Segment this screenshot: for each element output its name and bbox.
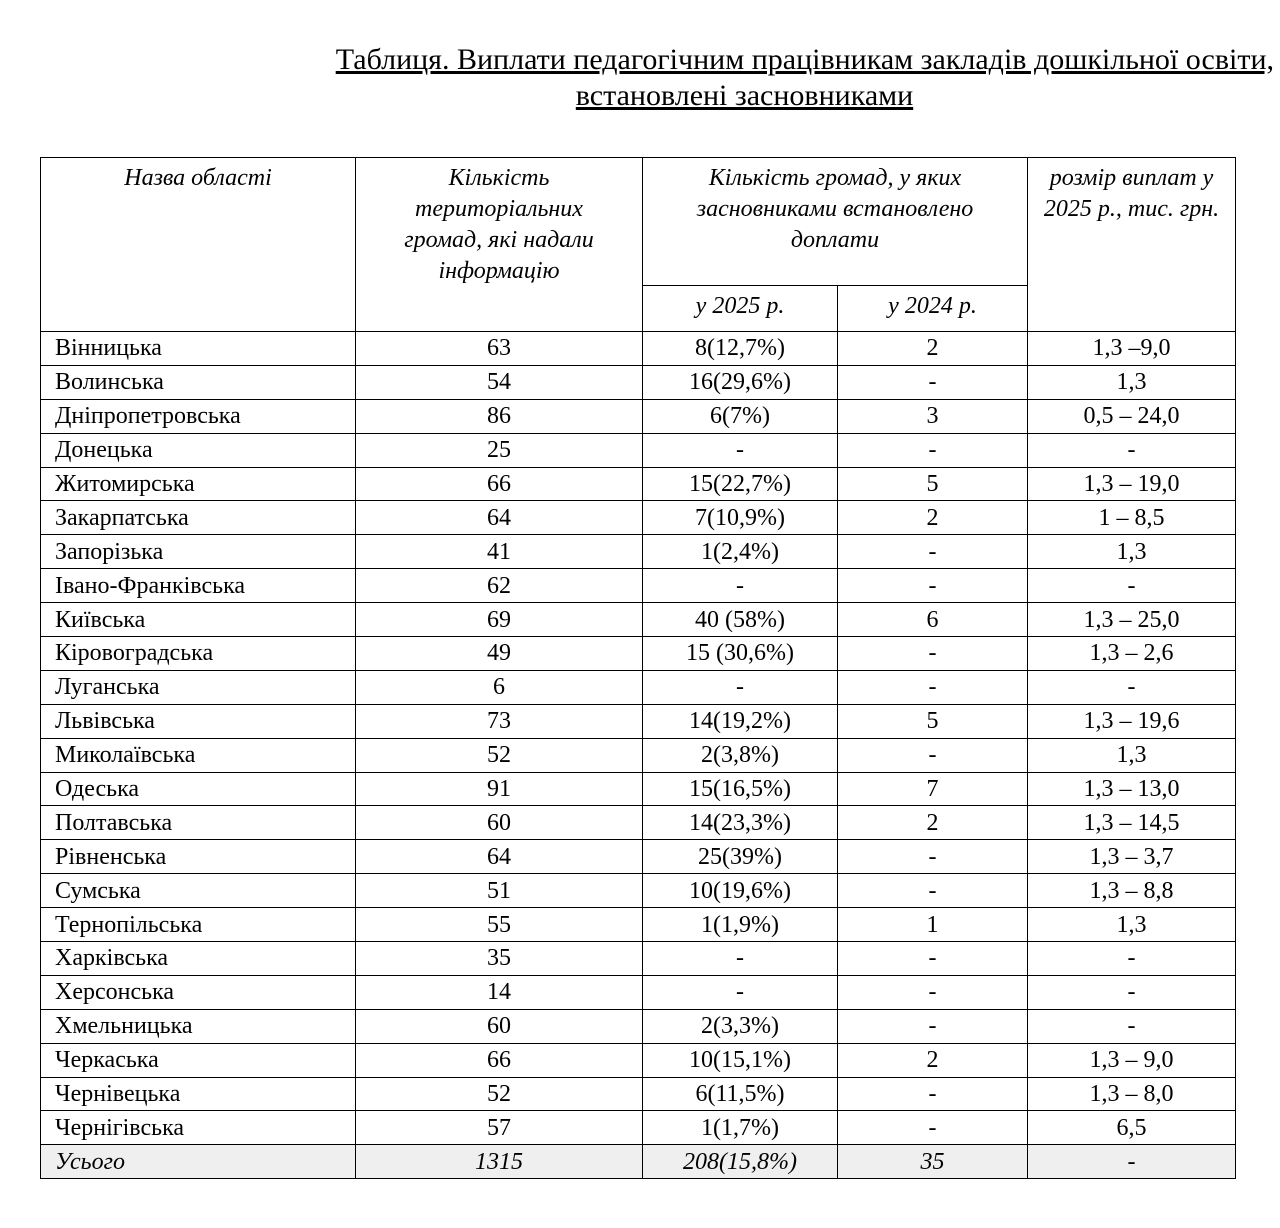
header-year-2024: у 2024 р.	[838, 286, 1028, 332]
cell-payments-2025: 1(2,4%)	[643, 535, 838, 569]
cell-payments-2024: -	[838, 670, 1028, 704]
cell-region: Івано-Франківська	[41, 569, 356, 603]
cell-payments-2024: 2	[838, 1043, 1028, 1077]
cell-region: Миколаївська	[41, 738, 356, 772]
cell-payments-2024: 1	[838, 908, 1028, 942]
cell-communities-count: 62	[356, 569, 643, 603]
cell-region: Сумська	[41, 874, 356, 908]
table-row	[41, 1009, 1236, 1043]
cell-amount: 1,3 –9,0	[1028, 332, 1236, 366]
cell-communities-count: 66	[356, 1043, 643, 1077]
cell-payments-2024: -	[838, 1077, 1028, 1111]
cell-payments-2025: 10(19,6%)	[643, 874, 838, 908]
total-count: 1315	[356, 1145, 643, 1179]
cell-payments-2024: 3	[838, 399, 1028, 433]
cell-amount: 1,3 – 8,8	[1028, 874, 1236, 908]
cell-region: Чернівецька	[41, 1077, 356, 1111]
cell-communities-count: 52	[356, 738, 643, 772]
table-row	[41, 772, 1236, 806]
cell-amount: -	[1028, 433, 1236, 467]
table-row	[41, 433, 1236, 467]
table-row	[41, 603, 1236, 637]
table-row	[41, 1077, 1236, 1111]
table-row	[41, 670, 1236, 704]
cell-amount: 1,3 – 3,7	[1028, 840, 1236, 874]
cell-region: Донецька	[41, 433, 356, 467]
cell-region: Черкаська	[41, 1043, 356, 1077]
table-row	[41, 501, 1236, 535]
cell-payments-2024: -	[838, 433, 1028, 467]
cell-amount: -	[1028, 942, 1236, 976]
cell-region: Житомирська	[41, 467, 356, 501]
cell-amount: -	[1028, 975, 1236, 1009]
cell-payments-2024: -	[838, 365, 1028, 399]
header-amount: розмір виплат у 2025 р., тис. грн.	[1028, 158, 1236, 332]
table-row	[41, 365, 1236, 399]
total-label: Усього	[41, 1145, 356, 1179]
cell-communities-count: 63	[356, 332, 643, 366]
cell-communities-count: 49	[356, 637, 643, 671]
cell-payments-2024: -	[838, 569, 1028, 603]
cell-payments-2025: -	[643, 569, 838, 603]
cell-communities-count: 69	[356, 603, 643, 637]
cell-amount: 1,3 – 19,0	[1028, 467, 1236, 501]
cell-region: Харківська	[41, 942, 356, 976]
cell-region: Волинська	[41, 365, 356, 399]
cell-region: Луганська	[41, 670, 356, 704]
cell-payments-2025: 2(3,3%)	[643, 1009, 838, 1043]
cell-payments-2024: -	[838, 738, 1028, 772]
cell-amount: 0,5 – 24,0	[1028, 399, 1236, 433]
cell-amount: 1,3 – 2,6	[1028, 637, 1236, 671]
cell-payments-2025: 7(10,9%)	[643, 501, 838, 535]
cell-communities-count: 6	[356, 670, 643, 704]
cell-payments-2024: 7	[838, 772, 1028, 806]
cell-region: Полтавська	[41, 806, 356, 840]
table-row	[41, 975, 1236, 1009]
cell-region: Одеська	[41, 772, 356, 806]
cell-region: Хмельницька	[41, 1009, 356, 1043]
cell-communities-count: 64	[356, 840, 643, 874]
cell-payments-2025: 6(7%)	[643, 399, 838, 433]
cell-amount: -	[1028, 569, 1236, 603]
cell-amount: -	[1028, 670, 1236, 704]
cell-communities-count: 73	[356, 704, 643, 738]
header-communities: Кількість територіальних громад, які надали інформацію	[356, 158, 643, 332]
cell-payments-2025: 16(29,6%)	[643, 365, 838, 399]
payments-table	[40, 157, 1236, 1179]
cell-communities-count: 91	[356, 772, 643, 806]
title-line-1: Таблиця. Виплати педагогічним працівникам закладів дошкільної освіти,	[335, 43, 1274, 76]
table-row	[41, 637, 1236, 671]
cell-payments-2025: 25(39%)	[643, 840, 838, 874]
cell-payments-2025: 15(16,5%)	[643, 772, 838, 806]
cell-communities-count: 51	[356, 874, 643, 908]
cell-communities-count: 60	[356, 806, 643, 840]
table-row	[41, 535, 1236, 569]
cell-amount: 1,3 – 25,0	[1028, 603, 1236, 637]
title-line-2: встановлені засновниками	[575, 79, 914, 112]
total-amount: -	[1028, 1145, 1236, 1179]
cell-payments-2025: 2(3,8%)	[643, 738, 838, 772]
cell-communities-count: 86	[356, 399, 643, 433]
cell-communities-count: 54	[356, 365, 643, 399]
table-row	[41, 399, 1236, 433]
cell-amount: 1,3	[1028, 535, 1236, 569]
cell-amount: 1,3	[1028, 738, 1236, 772]
cell-communities-count: 55	[356, 908, 643, 942]
cell-amount: 1,3 – 9,0	[1028, 1043, 1236, 1077]
cell-payments-2024: 2	[838, 806, 1028, 840]
cell-payments-2024: -	[838, 535, 1028, 569]
cell-amount: 1,3 – 8,0	[1028, 1077, 1236, 1111]
cell-payments-2025: 1(1,9%)	[643, 908, 838, 942]
table-row	[41, 874, 1236, 908]
table-row	[41, 332, 1236, 366]
table-body	[41, 332, 1236, 1145]
header-region: Назва області	[41, 158, 356, 332]
table-row	[41, 1043, 1236, 1077]
cell-payments-2024: -	[838, 942, 1028, 976]
cell-region: Запорізька	[41, 535, 356, 569]
header-year-2025: у 2025 р.	[643, 286, 838, 332]
total-2024: 35	[838, 1145, 1028, 1179]
cell-region: Дніпропетровська	[41, 399, 356, 433]
cell-payments-2025: 8(12,7%)	[643, 332, 838, 366]
cell-region: Київська	[41, 603, 356, 637]
cell-communities-count: 66	[356, 467, 643, 501]
cell-amount: 1,3 – 19,6	[1028, 704, 1236, 738]
cell-communities-count: 25	[356, 433, 643, 467]
cell-payments-2025: -	[643, 433, 838, 467]
table-header	[41, 158, 1236, 332]
cell-payments-2024: 2	[838, 332, 1028, 366]
table-row	[41, 942, 1236, 976]
cell-payments-2024: -	[838, 975, 1028, 1009]
cell-payments-2025: 15(22,7%)	[643, 467, 838, 501]
cell-payments-2025: 15 (30,6%)	[643, 637, 838, 671]
cell-region: Тернопільська	[41, 908, 356, 942]
cell-communities-count: 41	[356, 535, 643, 569]
table-row	[41, 569, 1236, 603]
document-title	[40, 42, 1274, 114]
cell-payments-2025: -	[643, 975, 838, 1009]
cell-amount: -	[1028, 1009, 1236, 1043]
cell-region: Рівненська	[41, 840, 356, 874]
table-row	[41, 908, 1236, 942]
cell-amount: 1,3 – 14,5	[1028, 806, 1236, 840]
cell-region: Чернігівська	[41, 1111, 356, 1145]
cell-communities-count: 14	[356, 975, 643, 1009]
cell-amount: 1,3 – 13,0	[1028, 772, 1236, 806]
cell-payments-2024: -	[838, 637, 1028, 671]
cell-payments-2025: -	[643, 670, 838, 704]
cell-communities-count: 35	[356, 942, 643, 976]
cell-payments-2024: 5	[838, 704, 1028, 738]
cell-payments-2025: 14(19,2%)	[643, 704, 838, 738]
cell-amount: 1,3	[1028, 908, 1236, 942]
cell-communities-count: 57	[356, 1111, 643, 1145]
cell-payments-2024: 5	[838, 467, 1028, 501]
table-row	[41, 806, 1236, 840]
table-row	[41, 1111, 1236, 1145]
total-2025: 208(15,8%)	[643, 1145, 838, 1179]
table-row	[41, 704, 1236, 738]
cell-payments-2025: -	[643, 942, 838, 976]
cell-payments-2024: -	[838, 840, 1028, 874]
total-row	[41, 1145, 1236, 1179]
cell-region: Кіровоградська	[41, 637, 356, 671]
cell-region: Львівська	[41, 704, 356, 738]
cell-payments-2025: 14(23,3%)	[643, 806, 838, 840]
cell-region: Закарпатська	[41, 501, 356, 535]
cell-payments-2024: 2	[838, 501, 1028, 535]
table-row	[41, 840, 1236, 874]
cell-payments-2024: 6	[838, 603, 1028, 637]
cell-payments-2025: 40 (58%)	[643, 603, 838, 637]
table-row	[41, 467, 1236, 501]
cell-region: Херсонська	[41, 975, 356, 1009]
header-with-payments: Кількість громад, у яких засновниками встановлено доплати	[643, 158, 1028, 286]
cell-payments-2025: 1(1,7%)	[643, 1111, 838, 1145]
cell-communities-count: 64	[356, 501, 643, 535]
cell-amount: 1,3	[1028, 365, 1236, 399]
cell-amount: 6,5	[1028, 1111, 1236, 1145]
cell-payments-2025: 6(11,5%)	[643, 1077, 838, 1111]
cell-payments-2025: 10(15,1%)	[643, 1043, 838, 1077]
table-row	[41, 738, 1236, 772]
cell-region: Вінницька	[41, 332, 356, 366]
cell-payments-2024: -	[838, 1009, 1028, 1043]
cell-communities-count: 52	[356, 1077, 643, 1111]
cell-payments-2024: -	[838, 1111, 1028, 1145]
cell-payments-2024: -	[838, 874, 1028, 908]
cell-amount: 1 – 8,5	[1028, 501, 1236, 535]
cell-communities-count: 60	[356, 1009, 643, 1043]
